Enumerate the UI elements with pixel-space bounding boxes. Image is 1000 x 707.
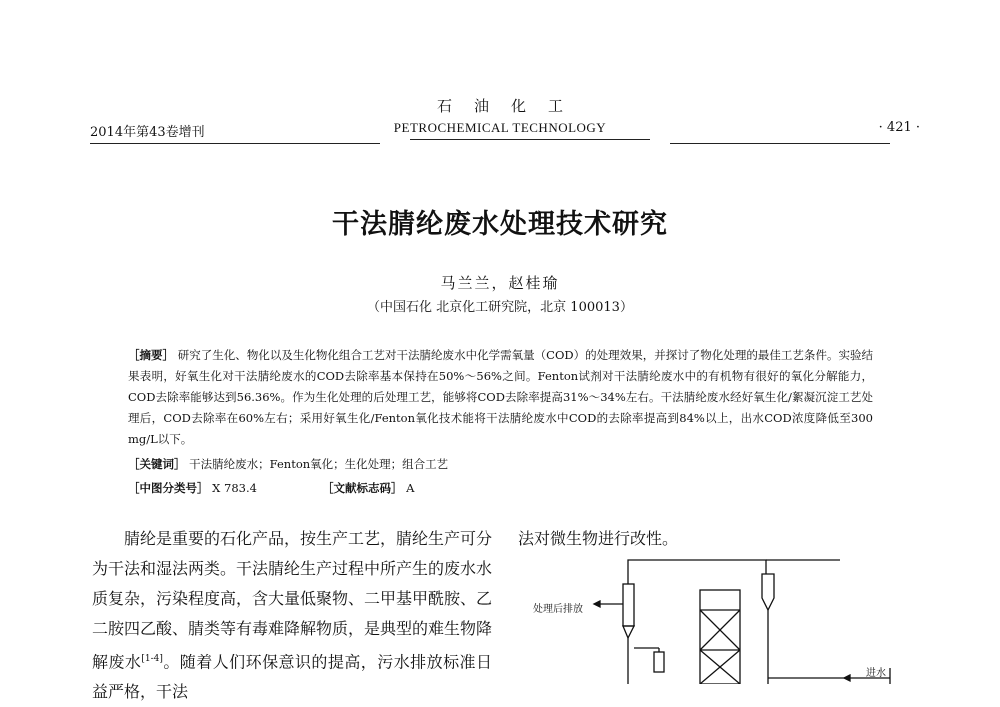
header-rule-right xyxy=(670,143,890,144)
article-title: 干法腈纶废水处理技术研究 xyxy=(332,209,668,240)
pump xyxy=(654,652,664,672)
article-affiliation: （中国石化 北京化工研究院，北京 100013） xyxy=(367,300,633,315)
abstract xyxy=(128,345,873,450)
body-paragraph-1: 腈纶是重要的石化产品，按生产工艺，腈纶生产可分为干法和湿法两类。干法腈纶生产过程中所产生的废水水质复杂，污染程度高，含大量低聚物、二甲基甲酰胺、乙二胺四乙酸、腈类等有毒难降解物质，是典型的难生物降解废水 xyxy=(92,529,493,672)
classification-label: ［中图分类号］ xyxy=(128,481,209,495)
document-code xyxy=(322,480,414,496)
article-authors: 马兰兰，赵桂瑜 xyxy=(440,274,560,292)
classification-number xyxy=(128,480,257,496)
discharge-arrow xyxy=(594,601,600,607)
classification-value: X 783.4 xyxy=(212,481,257,495)
settler-tank xyxy=(762,574,774,610)
citation: [1-4] xyxy=(141,654,163,664)
separator xyxy=(623,584,634,626)
keywords xyxy=(128,456,448,472)
abstract-label: ［摘要］ xyxy=(128,348,175,362)
separator-cone xyxy=(623,626,634,638)
body-right-column: 法对微生物进行改性。 xyxy=(518,529,679,548)
document-code-label: ［文献标志码］ xyxy=(322,481,403,495)
header-rule-center xyxy=(410,139,650,140)
reactor-column xyxy=(700,590,740,684)
body-left-column xyxy=(92,524,492,707)
journal-name-en: PETROCHEMICAL TECHNOLOGY xyxy=(393,120,607,135)
keywords-label: ［关键词］ xyxy=(128,457,186,471)
abstract-text: 研究了生化、物化以及生化物化组合工艺对干法腈纶废水中化学需氧量（COD）的处理效果，并探讨了物化处理的最佳工艺条件。实验结果表明，好氧生化对干法腈纶废水的COD去除率基本保持在50%～56%之间。Fenton试剂对干法腈纶废水中的有机物有很好的氧化分解能力，COD去除率能够达到56.36%。作为生化处理的后处理工艺，能够将COD去除率提高31%～34%左右。干法腈纶废水经好氧生化/絮凝沉淀工艺处理后，COD去除率在60%左右；采用好氧生化/Fenton氧化技术能将干法腈纶废水中COD的去除率提高到84%以上，出水COD浓度降低至300 mg/L以下。 xyxy=(128,348,873,446)
figure-label-inlet: 进水 xyxy=(866,668,886,679)
journal-name-cn: 石油化工 xyxy=(436,97,585,115)
page-number: · 421 · xyxy=(878,120,920,135)
body-paragraph-1-cont: 。随着人们环保意识的提高，污水排放标准日益严格，干法 xyxy=(92,652,492,702)
header-rule-left xyxy=(90,143,380,144)
keywords-text: 干法腈纶废水；Fenton氧化；生化处理；组合工艺 xyxy=(189,457,449,471)
top-pipe xyxy=(628,560,766,584)
figure-label-discharge: 处理后排放 xyxy=(533,604,583,615)
issue-info: 2014年第43卷增刊 xyxy=(90,125,205,140)
process-flow-diagram xyxy=(540,548,920,684)
document-code-value: A xyxy=(406,481,415,495)
inlet-arrow xyxy=(844,675,850,681)
